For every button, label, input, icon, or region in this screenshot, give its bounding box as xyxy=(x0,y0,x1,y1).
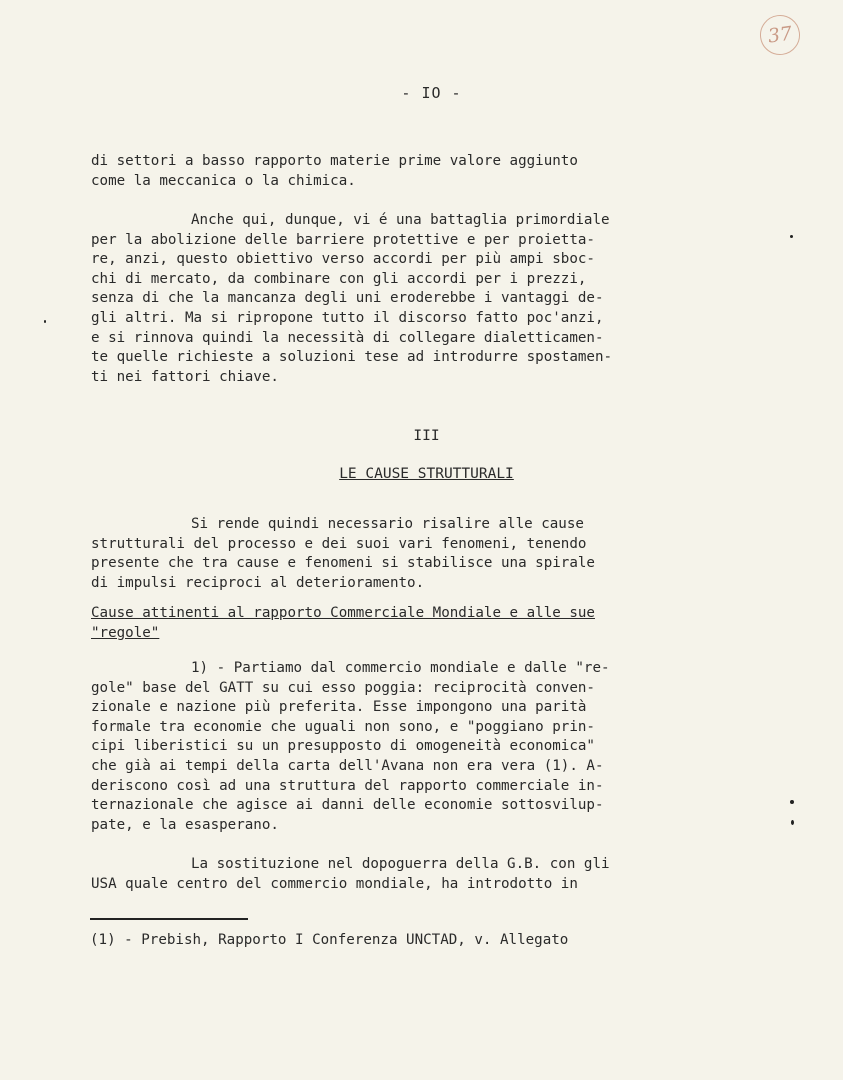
text-line: di impulsi reciproci al deterioramento. xyxy=(91,574,425,591)
text-line: cipi liberistici su un presupposto di omogeneità economica" xyxy=(91,738,595,755)
text-line: gli altri. Ma si ripropone tutto il discorso fatto poc'anzi, xyxy=(91,309,604,326)
paragraph-barriere xyxy=(91,211,711,387)
text-line: La sostituzione nel dopoguerra della G.B. con gli xyxy=(191,856,610,872)
text-line: per la abolizione delle barriere protettive e per proietta- xyxy=(91,231,595,248)
text-line: USA quale centro del commercio mondiale, ha introdotto in xyxy=(91,875,578,892)
intro-paragraph xyxy=(91,152,711,191)
scan-speck xyxy=(790,800,794,804)
text-line: di settori a basso rapporto materie prime valore aggiunto xyxy=(91,153,578,169)
scan-speck xyxy=(791,820,794,825)
text-line: strutturali del processo e dei suoi vari fenomeni, tenendo xyxy=(91,535,587,552)
text-line: e si rinnova quindi la necessità di collegare dialetticamen- xyxy=(91,329,604,346)
page-number: - IO - xyxy=(401,84,462,102)
section-title: LE CAUSE STRUTTURALI xyxy=(339,466,514,482)
paragraph-sostituzione xyxy=(91,855,711,894)
footnote: (1) - Prebish, Rapporto I Conferenza UNCTAD, v. Allegato xyxy=(90,932,569,948)
section-number: III xyxy=(413,428,440,444)
subheading-line: Cause attinenti al rapporto Commerciale Mondiale e alle sue xyxy=(91,605,595,621)
text-line: 1) - Partiamo dal commercio mondiale e dalle "re- xyxy=(191,660,610,676)
scan-speck xyxy=(790,235,793,238)
text-line: zionale e nazione più preferita. Esse impongono una parità xyxy=(91,699,587,716)
archive-stamp: 37 xyxy=(757,12,802,57)
subheading-line: "regole" xyxy=(91,625,160,641)
text-line: gole" base del GATT su cui esso poggia: reciprocità conven- xyxy=(91,679,595,696)
text-line: come la meccanica o la chimica. xyxy=(91,172,356,189)
text-line: formale tra economie che uguali non sono, e "poggiano prin- xyxy=(91,718,595,735)
text-line: ternazionale che agisce ai danni delle economie sottosvilup- xyxy=(91,797,604,814)
footnote-divider xyxy=(90,918,248,920)
text-line: Si rende quindi necessario risalire alle cause xyxy=(191,516,584,532)
text-line: re, anzi, questo obiettivo verso accordi per più ampi sboc- xyxy=(91,251,595,268)
text-line: ti nei fattori chiave. xyxy=(91,368,279,385)
text-line: che già ai tempi della carta dell'Avana non era vera (1). A- xyxy=(91,757,604,774)
text-line: te quelle richieste a soluzioni tese ad introdurre spostamen- xyxy=(91,349,613,366)
scan-speck xyxy=(44,320,46,323)
paragraph-cause xyxy=(91,515,711,593)
text-line: senza di che la mancanza degli uni eroderebbe i vantaggi de- xyxy=(91,290,604,307)
text-line: pate, e la esasperano. xyxy=(91,816,279,833)
text-line: presente che tra cause e fenomeni si stabilisce una spirale xyxy=(91,555,595,572)
subheading xyxy=(91,603,711,643)
text-line: Anche qui, dunque, vi é una battaglia primordiale xyxy=(191,212,610,228)
text-line: chi di mercato, da combinare con gli accordi per i prezzi, xyxy=(91,270,587,287)
text-line: deriscono così ad una struttura del rapporto commerciale in- xyxy=(91,777,604,794)
paragraph-gatt xyxy=(91,659,711,835)
